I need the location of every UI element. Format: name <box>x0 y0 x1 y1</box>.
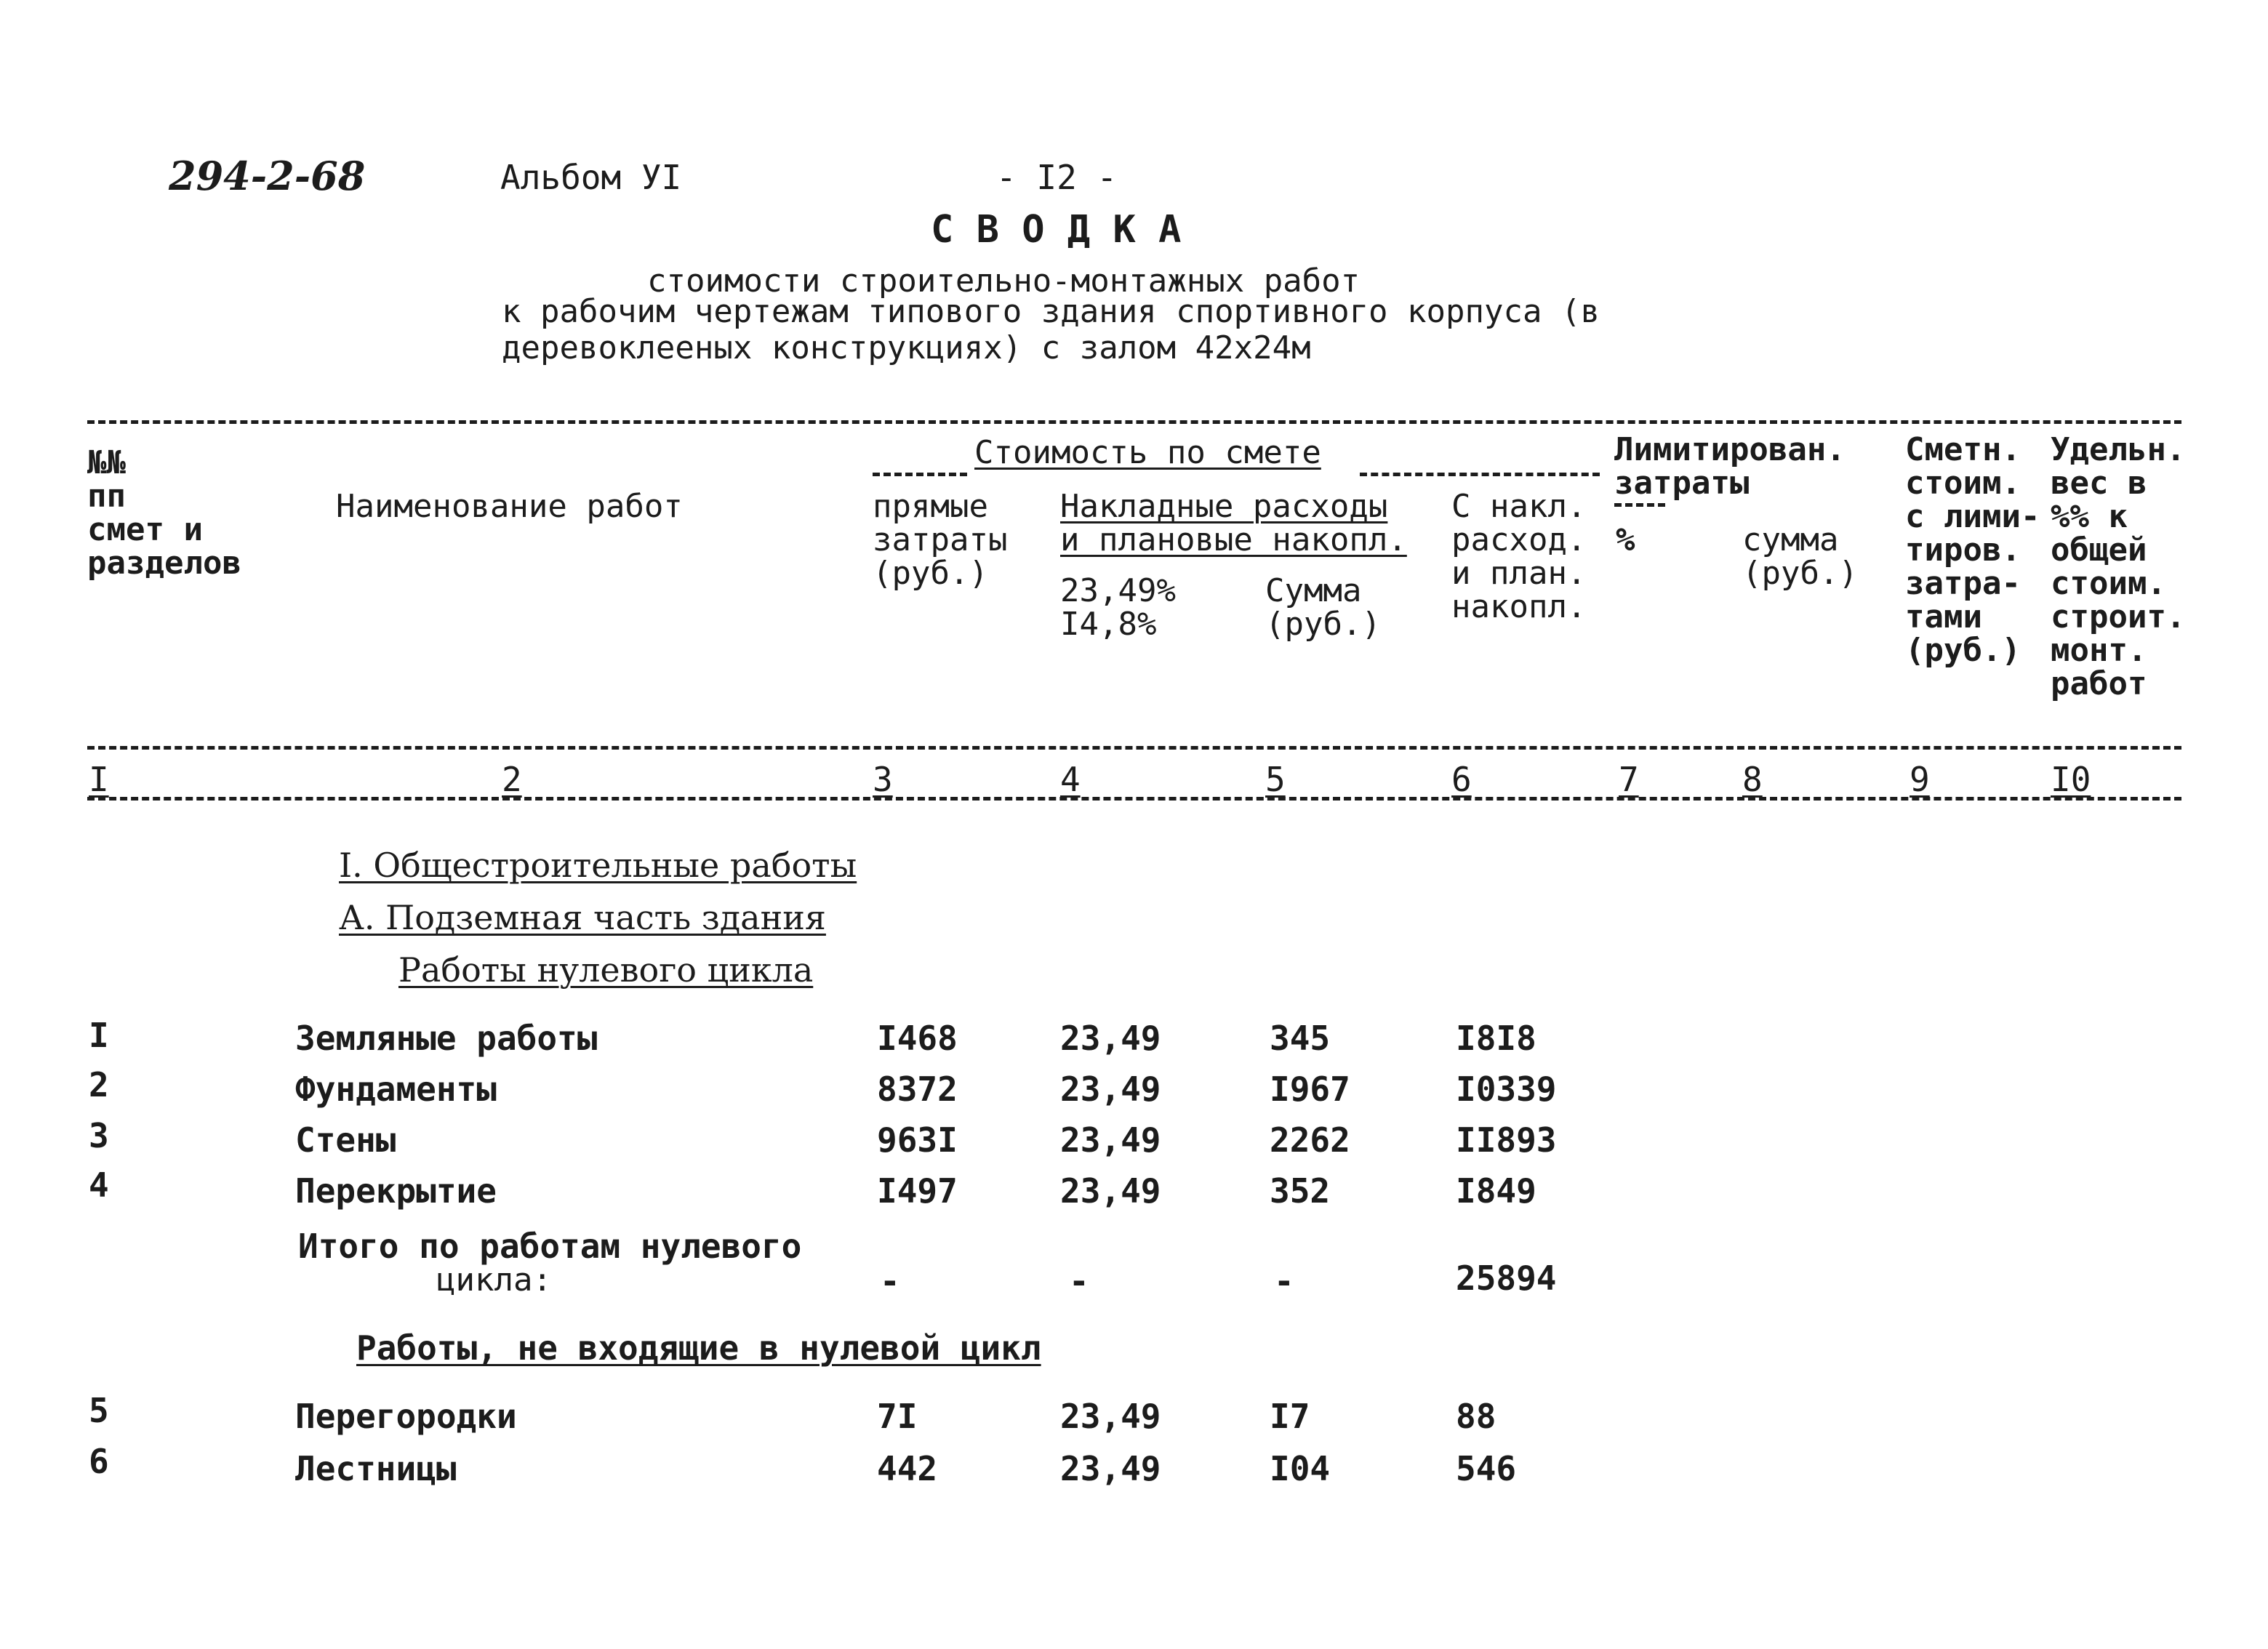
row-number: 2 <box>89 1065 109 1104</box>
col-header-limited-sum: сумма (руб.) <box>1742 521 1858 592</box>
document-code: 294-2-68 <box>169 153 366 199</box>
row-direct-cost: I497 <box>877 1171 958 1211</box>
row-name: Фундаменты <box>295 1070 497 1109</box>
row-number: 6 <box>89 1442 109 1481</box>
row-name: Перекрытие <box>295 1171 497 1211</box>
row-overhead-sum: 345 <box>1270 1019 1331 1058</box>
col-header-percent: 23,49% I4,8% <box>1060 572 1176 643</box>
row-direct-cost: I468 <box>877 1019 958 1058</box>
row-direct-cost: 8372 <box>877 1070 958 1109</box>
col-header-with-overhead: С накл. расход. и план. накопл. <box>1451 488 1587 625</box>
subtotal-label-cont: цикла: <box>436 1261 552 1299</box>
column-number-9: 9 <box>1910 760 1930 799</box>
subtitle-line-2: к рабочим чертежам типового здания спортивного корпуса (в <box>502 293 1600 330</box>
row-total: I8I8 <box>1456 1019 1536 1058</box>
section-heading-zero-cycle: Работы нулевого цикла <box>398 950 814 990</box>
row-percent: 23,49 <box>1060 1070 1161 1109</box>
section-heading-non-zero-cycle: Работы, не входящие в нулевой цикл <box>356 1328 1041 1368</box>
row-total: 546 <box>1456 1449 1517 1488</box>
row-number: 3 <box>89 1116 109 1155</box>
col-header-direct: прямые затраты (руб.) <box>873 488 1008 592</box>
row-number: I <box>89 1016 109 1055</box>
limited-group-rule <box>1614 503 1665 507</box>
row-percent: 23,49 <box>1060 1171 1161 1211</box>
cost-group-rule-left <box>873 473 967 476</box>
col-header-specific-weight: Удельн. вес в %% к общей стоим. строит. монт. работ <box>2051 431 2186 702</box>
row-direct-cost: 7I <box>877 1397 918 1436</box>
col-header-overhead-sum: Сумма (руб.) <box>1265 572 1381 643</box>
row-total: I849 <box>1456 1171 1536 1211</box>
row-name: Стены <box>295 1120 396 1160</box>
subtitle-line-1: стоимости строительно-монтажных работ <box>647 262 1361 300</box>
row-overhead-sum: I04 <box>1270 1449 1331 1488</box>
col-group-overhead: Накладные расходы и плановые накопл. <box>1060 488 1407 558</box>
header-bottom-rule <box>87 746 2181 750</box>
page-title: С В О Д К А <box>931 208 1182 252</box>
section-heading-underground: А. Подземная часть здания <box>339 898 826 937</box>
subtotal-label: Итого по работам нулевого <box>298 1227 802 1266</box>
column-number-rule <box>87 797 2181 801</box>
row-name: Земляные работы <box>295 1019 598 1058</box>
subtotal-total: 25894 <box>1456 1259 1557 1298</box>
column-number-7: 7 <box>1619 760 1639 799</box>
row-overhead-sum: 352 <box>1270 1171 1331 1211</box>
row-number: 4 <box>89 1165 109 1205</box>
cost-group-rule-right <box>1360 473 1600 476</box>
section-heading-general: I. Общестроительные работы <box>339 846 857 885</box>
row-total: I0339 <box>1456 1070 1557 1109</box>
col-header-name: Наименование работ <box>336 488 683 525</box>
column-number-2: 2 <box>502 760 522 799</box>
col-group-cost: Стоимость по смете <box>974 434 1321 471</box>
subtotal-percent: - <box>1069 1261 1089 1301</box>
column-number-6: 6 <box>1451 760 1472 799</box>
row-percent: 23,49 <box>1060 1120 1161 1160</box>
row-direct-cost: 442 <box>877 1449 938 1488</box>
row-percent: 23,49 <box>1060 1397 1161 1436</box>
row-percent: 23,49 <box>1060 1449 1161 1488</box>
header-top-rule <box>87 420 2181 424</box>
row-overhead-sum: I7 <box>1270 1397 1310 1436</box>
column-number-3: 3 <box>873 760 893 799</box>
subtotal-overhead-sum: - <box>1274 1261 1294 1301</box>
col-header-estimated-cost: Сметн. стоим. с лими- тиров. затра- тами (руб.) <box>1905 431 2040 669</box>
row-name: Перегородки <box>295 1397 517 1436</box>
col-header-number: №№ пп смет и разделов <box>87 444 241 582</box>
album-label: Альбом УI <box>500 158 682 197</box>
row-direct-cost: 963I <box>877 1120 958 1160</box>
subtotal-direct: - <box>880 1261 900 1301</box>
col-group-limited: Лимитирован. затраты <box>1614 431 1846 502</box>
row-overhead-sum: I967 <box>1270 1070 1350 1109</box>
row-percent: 23,49 <box>1060 1019 1161 1058</box>
column-number-4: 4 <box>1060 760 1081 799</box>
column-number-10: I0 <box>2051 760 2091 799</box>
column-number-1: I <box>89 760 109 799</box>
column-number-5: 5 <box>1265 760 1286 799</box>
row-number: 5 <box>89 1391 109 1430</box>
row-total: II893 <box>1456 1120 1557 1160</box>
row-total: 88 <box>1456 1397 1496 1436</box>
row-overhead-sum: 2262 <box>1270 1120 1350 1160</box>
page-number: - I2 - <box>996 158 1118 197</box>
subtitle-line-3: деревоклееных конструкциях) с залом 42х24м <box>502 329 1311 366</box>
column-number-8: 8 <box>1742 760 1763 799</box>
col-header-limited-percent: % <box>1616 521 1635 558</box>
row-name: Лестницы <box>295 1449 457 1488</box>
